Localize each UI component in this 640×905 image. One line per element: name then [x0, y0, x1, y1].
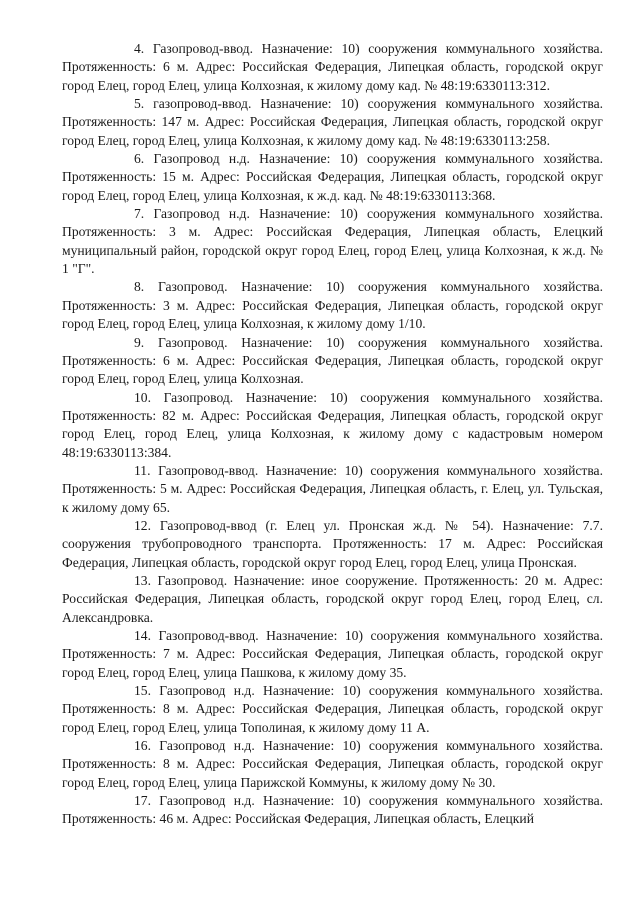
list-item — [62, 95, 603, 150]
list-item — [62, 627, 603, 682]
item-number: 4. — [134, 41, 145, 56]
item-number: 16. — [134, 738, 151, 754]
item-text: Газопровод-ввод. Назначение: 10) сооружения коммунального хозяйства. Протяженность: 6 м. Адрес: Российская Федерация, Липецкая область, городской округ город Елец, город Елец, улица Колхозная, к жилому дому кад. № 48:19:6330113:312. — [62, 41, 603, 93]
item-text: Газопровод. Назначение: 10) сооружения коммунального хозяйства. Протяженность: 6 м. Адрес: Российская Федерация, Липецкая область, городской округ город Елец, город Елец, улица Колхозная. — [62, 334, 603, 387]
list-item — [62, 572, 603, 627]
item-number: 12. — [134, 517, 151, 533]
item-number: 13. — [134, 572, 151, 588]
list-item — [62, 462, 603, 517]
item-number: 15. — [134, 683, 151, 699]
item-text: Газопровод-ввод (г. Елец ул. Пронская ж.д. № 54). Назначение: 7.7. сооружения трубопроводного транспорта. Протяженность: 17 м. Адрес: Российская Федерация, Липецкая область, городской округ город Елец, город Елец, улица Пронская. — [62, 517, 604, 570]
list-item — [62, 334, 603, 389]
list-item — [62, 205, 603, 278]
item-text: газопровод-ввод. Назначение: 10) сооружения коммунального хозяйства. Протяженность: 147 м. Адрес: Российская Федерация, Липецкая область, городской округ город Елец, город Елец, улица Колхозная, к жилому дому кад. № 48:19:6330113:258. — [62, 96, 603, 148]
item-number: 8. — [134, 279, 145, 295]
item-number: 14. — [134, 628, 151, 643]
item-text: Газопровод н.д. Назначение: 10) сооружения коммунального хозяйства. Протяженность: 8 м. Адрес: Российская Федерация, Липецкая область, городской округ город Елец, город Елец, улица Парижской Коммуны, к жилому дому № 30. — [62, 738, 603, 790]
item-text: Газопровод н.д. Назначение: 10) сооружения коммунального хозяйства. Протяженность: 3 м. Адрес: Российская Федерация, Липецкая область, Елецкий муниципальный район, городской округ город Елец, город Елец, улица Колхозная, к ж.д. № 1 "Г". — [62, 206, 603, 277]
item-text: Газопровод. Назначение: 10) сооружения коммунального хозяйства. Протяженность: 3 м. Адрес: Российская Федерация, Липецкая область, городской округ город Елец, город Елец, улица Колхозная, к жилому дому 1/10. — [62, 279, 603, 332]
list-item — [62, 792, 603, 829]
item-number: 10. — [134, 389, 151, 405]
item-number: 7. — [134, 206, 145, 222]
list-item — [62, 40, 603, 95]
item-text: Газопровод-ввод. Назначение: 10) сооружения коммунального хозяйства. Протяженность: 5 м. Адрес: Российская Федерация, Липецкая область, г. Елец, ул. Тульская, к жилому дому 65. — [62, 462, 603, 515]
item-number: 5. — [134, 96, 145, 112]
item-text: Газопровод н.д. Назначение: 10) сооружения коммунального хозяйства. Протяженность: 15 м. Адрес: Российская Федерация, Липецкая область, городской округ город Елец, город Елец, улица Колхозная, к ж.д. кад. № 48:19:6330113:368. — [62, 151, 603, 203]
item-number: 6. — [134, 151, 145, 167]
item-text: Газопровод-ввод. Назначение: 10) сооружения коммунального хозяйства. Протяженность: 7 м. Адрес: Российская Федерация, Липецкая область, городской округ город Елец, город Елец, улица Пашкова, к жилому дому 35. — [62, 628, 603, 680]
item-text: Газопровод. Назначение: 10) сооружения коммунального хозяйства. Протяженность: 82 м. Адрес: Российская Федерация, Липецкая область, городской округ город Елец, город Елец, улица Колхозная, к жилому дому с кадастровым номером 48:19:6330113:384. — [62, 389, 603, 460]
list-item — [62, 150, 603, 205]
list-item — [62, 278, 603, 333]
list-item — [62, 517, 603, 572]
list-item — [62, 682, 603, 737]
item-text: Газопровод. Назначение: иное сооружение. Протяженность: 20 м. Адрес: Российская Федерация, Липецкая область, городской округ город Елец, город Елец, сл. Александровка. — [62, 572, 603, 625]
item-number: 11. — [134, 462, 151, 478]
list-item — [62, 737, 603, 792]
item-number: 17. — [134, 793, 151, 809]
item-text: Газопровод н.д. Назначение: 10) сооружения коммунального хозяйства. Протяженность: 8 м. Адрес: Российская Федерация, Липецкая область, городской округ город Елец, город Елец, улица Тополиная, к жилому дому 11 А. — [62, 683, 603, 735]
item-text: Газопровод н.д. Назначение: 10) сооружения коммунального хозяйства. Протяженность: 46 м. Адрес: Российская Федерация, Липецкая область, Елецкий — [62, 793, 603, 827]
item-number: 9. — [134, 334, 145, 350]
list-item — [62, 389, 603, 462]
